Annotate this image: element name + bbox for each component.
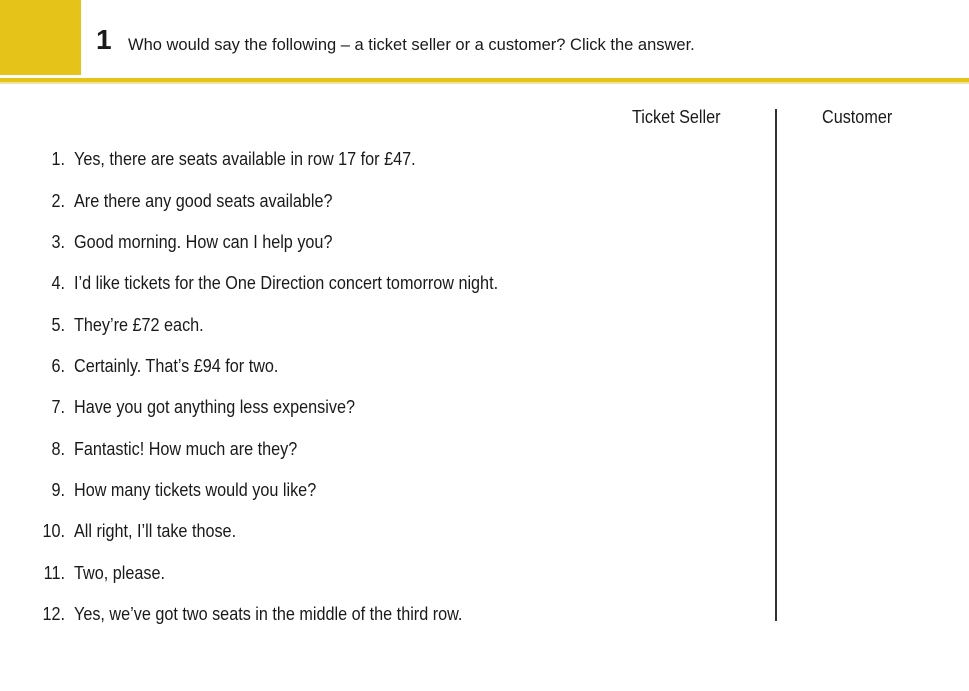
statement-text: They’re £72 each. <box>74 315 204 335</box>
statement-text: Fantastic! How much are they? <box>74 439 298 459</box>
statement-text: Two, please. <box>74 563 165 583</box>
statement-number: 10. <box>42 521 65 541</box>
statement-number: 6. <box>51 356 65 376</box>
column-divider <box>775 109 777 621</box>
statement-text: Yes, we’ve got two seats in the middle of the third row. <box>74 604 463 624</box>
column-header-ticket-seller: Ticket Seller <box>632 107 721 127</box>
statement-text: Yes, there are seats available in row 17 for £47. <box>74 149 416 169</box>
customer-answer-area[interactable] <box>782 140 952 630</box>
exercise-instruction: Who would say the following – a ticket seller or a customer? Click the answer. <box>128 36 695 54</box>
statement-number: 3. <box>51 232 65 252</box>
exercise-number: 1 <box>96 24 112 55</box>
statement-number: 2. <box>51 191 65 211</box>
statement-number: 7. <box>51 397 65 417</box>
statement-text: Good morning. How can I help you? <box>74 232 333 252</box>
statement-number: 9. <box>51 480 65 500</box>
header-accent-block <box>0 0 81 75</box>
statement-number: 8. <box>51 439 65 459</box>
header-divider-shadow <box>0 82 969 84</box>
statement-text: Certainly. That’s £94 for two. <box>74 356 279 376</box>
statement-text: I’d like tickets for the One Direction concert tomorrow night. <box>74 273 499 293</box>
ticket-seller-answer-area[interactable] <box>600 140 770 630</box>
statement-text: How many tickets would you like? <box>74 480 317 500</box>
statement-number: 12. <box>42 604 65 624</box>
statement-number: 1. <box>51 149 65 169</box>
column-header-customer: Customer <box>822 107 893 127</box>
statement-text: Have you got anything less expensive? <box>74 397 355 417</box>
statement-text: Are there any good seats available? <box>74 191 333 211</box>
statement-number: 5. <box>51 315 65 335</box>
statement-text: All right, I’ll take those. <box>74 521 237 541</box>
statement-number: 4. <box>51 273 65 293</box>
statement-number: 11. <box>43 563 65 583</box>
